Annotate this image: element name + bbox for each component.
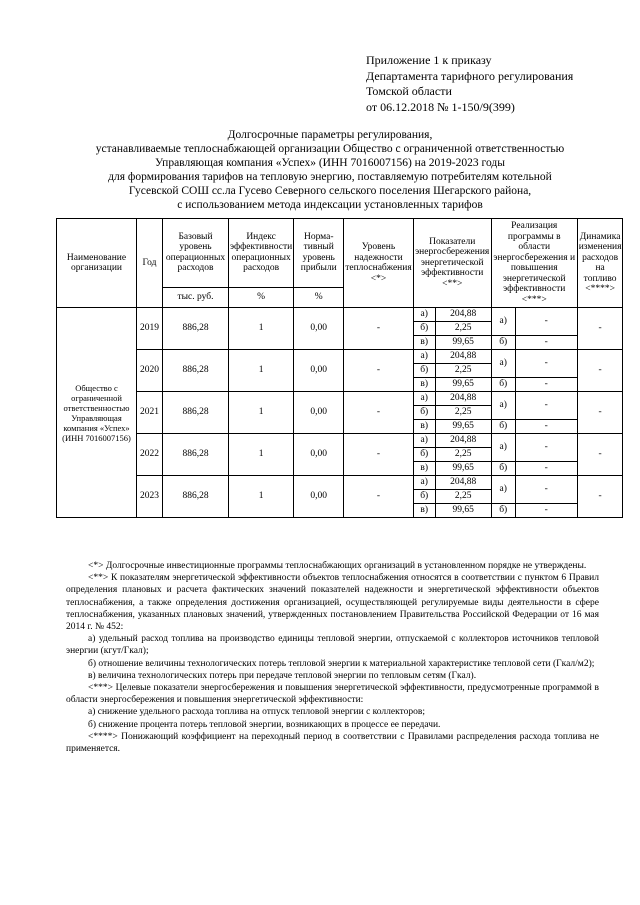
appendix-header [366,53,573,115]
energy-value-cell: 2,25 [435,364,491,378]
program-label-cell: а) [491,392,515,420]
table-row [57,434,623,448]
program-label-cell: б) [491,336,515,350]
energy-value-cell: 99,65 [435,504,491,518]
energy-value-cell: 204,88 [435,434,491,448]
energy-value-cell: 99,65 [435,420,491,434]
energy-value-cell: 204,88 [435,476,491,490]
program-value-cell: - [515,462,577,476]
title-line: Гусевской СОШ сс.ла Гусево Северного сельского поселения Шегарского района, [128,185,532,197]
profit-norm-cell: 0,00 [294,476,344,518]
footnote-paragraph: <**> К показателям энергетической эффективности объектов теплоснабжения относятся в соответствии с пунктом 6 Правил определения плановых и расчета фактических значений показателей надежности и энергетической эффективности объектов теплоснабжения, а также определения достижения организацией, осуществляющей регулируемые виды деятельности в сфере теплоснабжения, указанных плановых значений, утвержденных постановлением Правительства Российской Федерации от 16 мая 2014 г. № 452: [66,573,599,633]
title-line: с использованием метода индексации установленных тарифов [177,199,483,211]
energy-label-cell: в) [413,462,435,476]
appendix-line: от 06.12.2018 № 1-150/9(399) [366,99,515,114]
unit-norm: % [294,287,344,307]
title-line: Долгосрочные параметры регулирования, [227,129,433,141]
header-name: Наименование организации [57,219,137,308]
energy-value-cell: 204,88 [435,392,491,406]
year-cell: 2023 [137,476,163,518]
reliability-cell: - [344,476,413,518]
efficiency-index-cell: 1 [229,308,294,350]
efficiency-index-cell: 1 [229,434,294,476]
program-value-cell: - [515,308,577,336]
reliability-cell: - [344,434,413,476]
energy-label-cell: а) [413,392,435,406]
profit-norm-cell: 0,00 [294,392,344,434]
energy-label-cell: в) [413,420,435,434]
year-cell: 2021 [137,392,163,434]
table-row [57,476,623,490]
profit-norm-cell: 0,00 [294,350,344,392]
parameters-table [56,218,623,518]
header-energy: Показатели энергосбережения энергетической эффективности <**> [413,219,491,308]
base-level-cell: 886,28 [163,350,229,392]
year-cell: 2020 [137,350,163,392]
profit-norm-cell: 0,00 [294,308,344,350]
footnote-paragraph: <****> Понижающий коэффициент на переходный период в соответствии с Правилами распределения расхода топлива не применяется. [66,731,599,755]
table-row [57,308,623,322]
energy-value-cell: 2,25 [435,322,491,336]
fuel-dynamics-cell: - [577,434,623,476]
program-label-cell: а) [491,308,515,336]
fuel-dynamics-cell: - [577,308,623,350]
header-year: Год [137,219,163,308]
program-value-cell: - [515,434,577,462]
energy-label-cell: в) [413,336,435,350]
program-value-cell: - [515,378,577,392]
energy-value-cell: 99,65 [435,462,491,476]
fuel-dynamics-cell: - [577,476,623,518]
energy-value-cell: 204,88 [435,308,491,322]
efficiency-index-cell: 1 [229,350,294,392]
energy-label-cell: б) [413,448,435,462]
base-level-cell: 886,28 [163,476,229,518]
reliability-cell: - [344,350,413,392]
efficiency-index-cell: 1 [229,392,294,434]
program-label-cell: б) [491,462,515,476]
program-label-cell: а) [491,476,515,504]
header-reliability: Уровень надежности теплоснабжения <*> [344,219,413,308]
unit-base: тыс. руб. [163,287,229,307]
energy-label-cell: а) [413,434,435,448]
energy-label-cell: б) [413,322,435,336]
program-label-cell: а) [491,434,515,462]
title-line: Управляющая компания «Успех» (ИНН 7016007156) на 2019-2023 годы [155,157,505,169]
footnote-paragraph: б) снижение процента потерь тепловой энергии, возникающих в процессе ее передачи. [88,719,441,730]
program-value-cell: - [515,336,577,350]
footnotes [66,560,599,755]
program-label-cell: б) [491,378,515,392]
program-value-cell: - [515,504,577,518]
footnote-paragraph: <*> Долгосрочные инвестиционные программы теплоснабжающих организаций в установленном порядке не утверждены. [88,561,587,571]
program-value-cell: - [515,350,577,378]
program-label-cell: б) [491,504,515,518]
program-value-cell: - [515,392,577,420]
fuel-dynamics-cell: - [577,392,623,434]
base-level-cell: 886,28 [163,308,229,350]
title-line: для формирования тарифов на тепловую энергию, поставляемую потребителям котельной [108,171,552,183]
energy-label-cell: а) [413,476,435,490]
header-dynamics: Динамика изменения расходов на топливо <****> [577,219,623,308]
base-level-cell: 886,28 [163,392,229,434]
energy-label-cell: в) [413,378,435,392]
header-index: Индекс эффективности операционных расходов [229,219,294,288]
program-value-cell: - [515,420,577,434]
efficiency-index-cell: 1 [229,476,294,518]
program-label-cell: б) [491,420,515,434]
header-norm: Норма-тивный уровень прибыли [294,219,344,288]
base-level-cell: 886,28 [163,434,229,476]
energy-label-cell: б) [413,364,435,378]
energy-label-cell: б) [413,406,435,420]
footnote-paragraph: в) величина технологических потерь при передаче тепловой энергии по тепловым сетям (Гкал). [88,670,477,681]
energy-label-cell: а) [413,350,435,364]
appendix-line: Приложение 1 к приказу [366,53,492,67]
header-program: Реализация программы в области энергосбережения и повышения энергетической эффективности <***> [491,219,577,308]
program-label-cell: а) [491,350,515,378]
organization-name-cell: Общество с ограниченной ответственностью Управляющая компания «Успех» (ИНН 7016007156) [57,308,137,518]
table-row [57,350,623,364]
program-value-cell: - [515,476,577,504]
footnote-paragraph: а) удельный расход топлива на производство единицы тепловой энергии, отпускаемой с коллекторов источников тепловой энергии (кгут/Гкал); [66,634,599,657]
footnote-paragraph: б) отношение величины технологических потерь тепловой энергии к материальной характеристике тепловой сети (Гкал/м2); [88,658,595,669]
energy-value-cell: 99,65 [435,336,491,350]
energy-value-cell: 2,25 [435,406,491,420]
table-row [57,392,623,406]
energy-value-cell: 204,88 [435,350,491,364]
year-cell: 2019 [137,308,163,350]
appendix-line: Томской области [366,84,452,98]
profit-norm-cell: 0,00 [294,434,344,476]
footnote-paragraph: <***> Целевые показатели энергосбережения и повышения энергетической эффективности, предусмотренные программой в области энергосбережения и повышения энергетической эффективности: [66,683,599,706]
reliability-cell: - [344,308,413,350]
unit-index: % [229,287,294,307]
title-line: устанавливаемые теплоснабжающей организации Общество с ограниченной ответственностью [95,143,565,155]
energy-label-cell: в) [413,504,435,518]
document-title [40,128,620,212]
appendix-line: Департамента тарифного регулирования [366,68,574,83]
footnote-paragraph: а) снижение удельного расхода топлива на отпуск тепловой энергии с коллекторов; [88,707,426,718]
year-cell: 2022 [137,434,163,476]
energy-label-cell: а) [413,308,435,322]
reliability-cell: - [344,392,413,434]
fuel-dynamics-cell: - [577,350,623,392]
energy-value-cell: 2,25 [435,490,491,504]
energy-value-cell: 2,25 [435,448,491,462]
energy-label-cell: б) [413,490,435,504]
energy-value-cell: 99,65 [435,378,491,392]
header-base: Базовый уровень операционных расходов [163,219,229,288]
